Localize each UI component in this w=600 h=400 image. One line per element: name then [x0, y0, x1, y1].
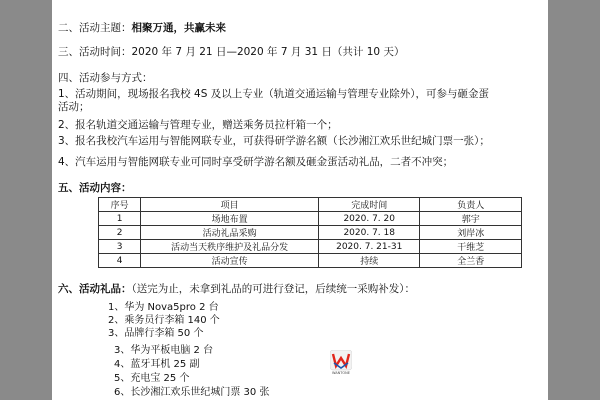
table-row: [99, 240, 522, 254]
section-4-title: 四、活动参与方式：: [58, 72, 153, 84]
logo-text: WANTONE: [331, 371, 350, 375]
table-row: [99, 212, 522, 226]
table-row: [99, 254, 522, 268]
section-6-note: （送完为止，未拿到礼品的可进行登记，后续统一采购补发）：: [131, 283, 415, 295]
section-2-theme: [58, 22, 226, 35]
cell-item: 活动礼品采购: [141, 226, 319, 240]
gift-item: 3、华为平板电脑 2 台: [114, 345, 214, 356]
section-3-label: 三、活动时间：: [58, 46, 132, 58]
section-6-title: [58, 283, 415, 296]
cell-item: 活动宣传: [141, 254, 319, 268]
section-5-title: 五、活动内容：: [58, 182, 132, 194]
participation-item-4: 4、汽车运用与智能网联专业可同时享受研学游名额及砸金蛋活动礼品，二者不冲突；: [58, 156, 454, 168]
school-logo: [330, 350, 352, 382]
cell-date: 持续: [318, 254, 420, 268]
gift-item: 5、充电宝 25 个: [114, 373, 190, 384]
cell-owner: 郭宇: [420, 212, 522, 226]
activity-table: [98, 197, 522, 268]
participation-item-2: 2、报名轨道交通运输与管理专业，赠送乘务员拉杆箱一个；: [58, 119, 338, 131]
section-2-label: 二、活动主题：: [58, 22, 132, 34]
gift-item: 4、蓝牙耳机 25 副: [114, 359, 200, 370]
participation-item-1: 1、活动期间，现场报名我校 4S 及以上专业（轨道交通运输与管理专业除外），可参与砸金蛋活动；: [58, 88, 489, 113]
cell-index: 1: [99, 212, 141, 226]
cell-date: 2020. 7. 20: [318, 212, 420, 226]
cell-index: 3: [99, 240, 141, 254]
gift-item: 6、长沙湘江欢乐世纪城门票 30 张: [114, 387, 270, 398]
cell-owner: 干维芝: [420, 240, 522, 254]
cell-index: 2: [99, 226, 141, 240]
col-header-index: 序号: [99, 198, 141, 212]
section-6-label: 六、活动礼品：: [58, 283, 132, 295]
cell-date: 2020. 7. 18: [318, 226, 420, 240]
cell-date: 2020. 7. 21-31: [318, 240, 420, 254]
table-header-row: [99, 198, 522, 212]
cell-item: 场地布置: [141, 212, 319, 226]
table-row: [99, 226, 522, 240]
section-3-time: [58, 46, 404, 59]
col-header-date: 完成时间: [318, 198, 420, 212]
gift-item: 3、品牌行李箱 50 个: [108, 328, 204, 339]
cell-owner: 刘岸冰: [420, 226, 522, 240]
col-header-item: 项目: [141, 198, 319, 212]
section-2-value: 相聚万通，共赢未来: [131, 22, 226, 34]
gift-item: 2、乘务员行李箱 140 个: [108, 315, 220, 326]
col-header-owner: 负责人: [420, 198, 522, 212]
section-3-value: 2020 年 7 月 21 日—2020 年 7 月 31 日（共计 10 天）: [131, 46, 405, 58]
gift-item: 1、华为 Nova5pro 2 台: [108, 302, 219, 313]
participation-item-3: 3、报名我校汽车运用与智能网联专业，可获得研学游名额（长沙湘江欢乐世纪城门票一张）；: [58, 135, 490, 147]
cell-index: 4: [99, 254, 141, 268]
cell-item: 活动当天秩序维护及礼品分发: [141, 240, 319, 254]
logo-icon: [330, 350, 352, 382]
cell-owner: 全兰香: [420, 254, 522, 268]
